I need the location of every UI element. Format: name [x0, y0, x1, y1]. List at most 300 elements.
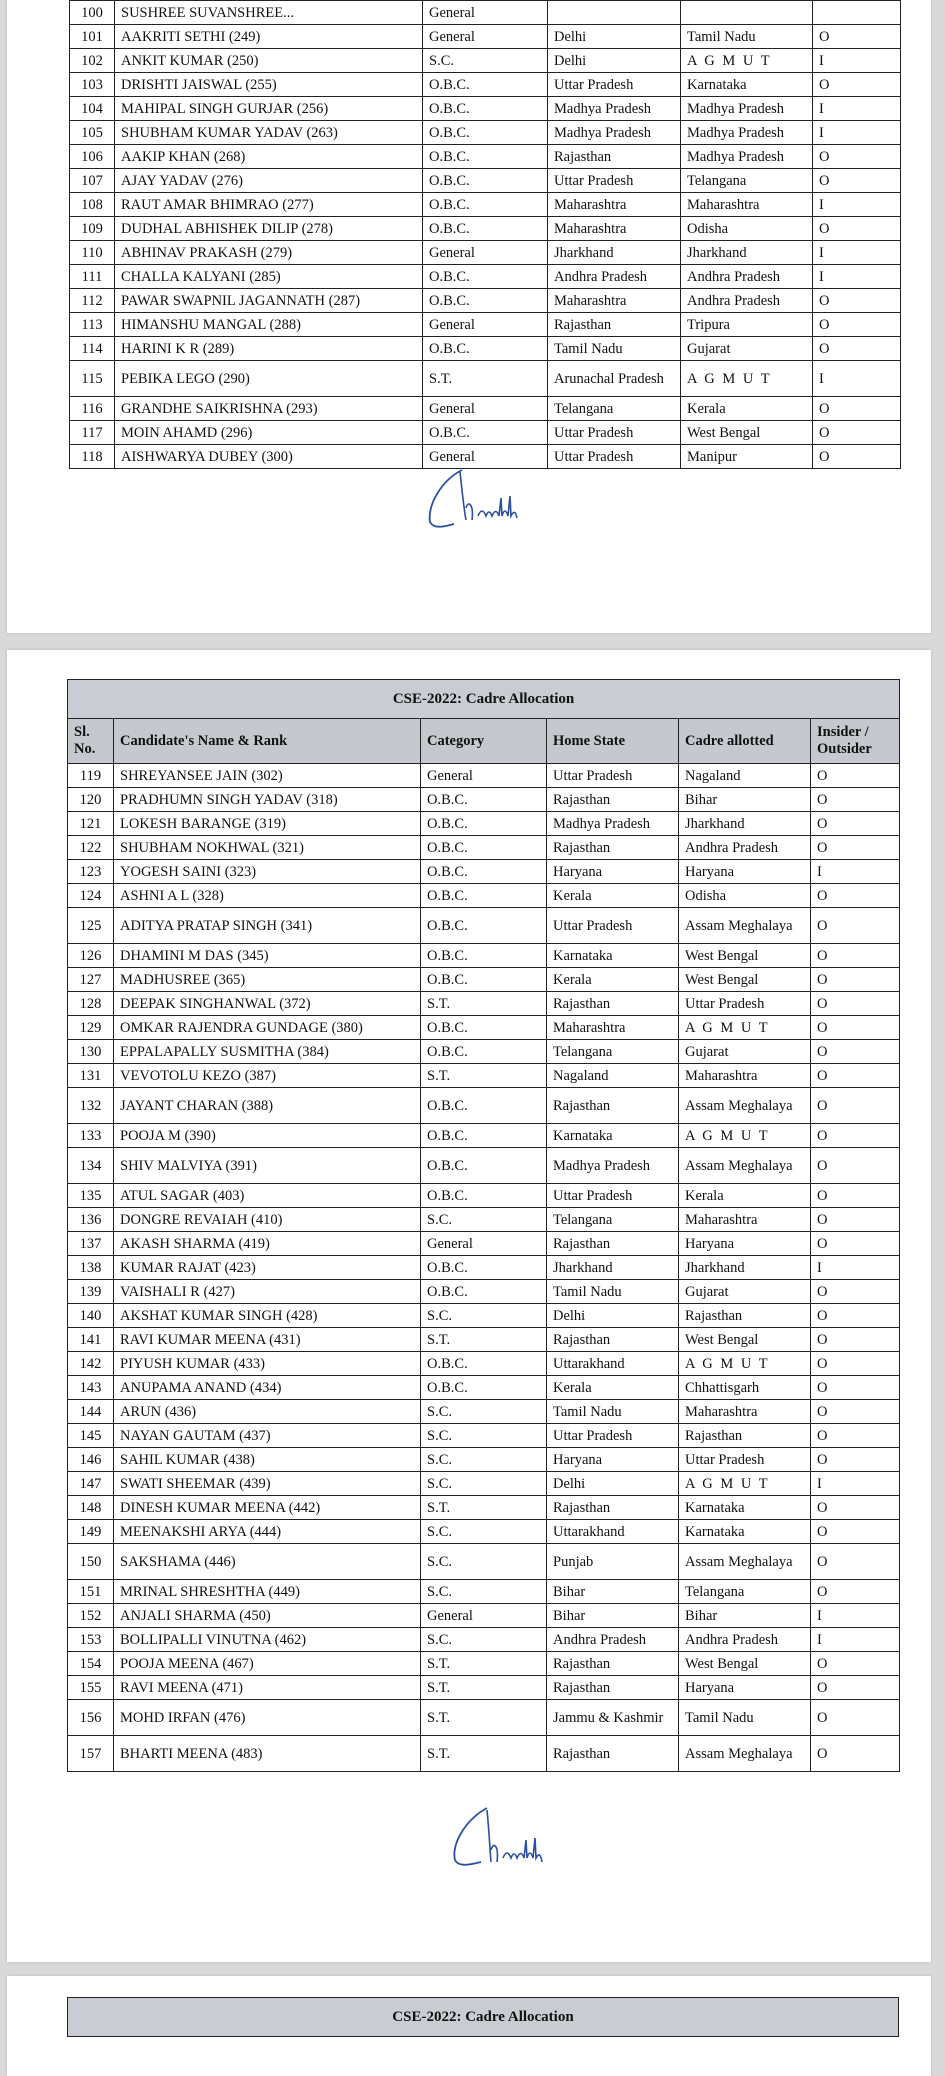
serial-number-cell: 118 [70, 445, 115, 469]
candidate-name-rank-cell: VAISHALI R (427) [114, 1280, 421, 1304]
candidate-name-rank-cell: RAUT AMAR BHIMRAO (277) [115, 193, 423, 217]
table-row [70, 337, 901, 361]
category-cell: O.B.C. [421, 836, 547, 860]
cadre-allotted-cell: Manipur [681, 445, 813, 469]
home-state-cell: Tamil Nadu [548, 337, 681, 361]
insider-outsider-cell: O [811, 1448, 900, 1472]
cadre-allotted-cell: Assam Meghalaya [679, 1736, 811, 1772]
cadre-allotted-cell: Andhra Pradesh [679, 1628, 811, 1652]
home-state-cell: Haryana [547, 1448, 679, 1472]
serial-number-cell: 126 [68, 944, 114, 968]
category-cell: S.C. [421, 1628, 547, 1652]
table-title: CSE-2022: Cadre Allocation [68, 1998, 899, 2037]
table-row [68, 968, 900, 992]
serial-number-cell: 112 [70, 289, 115, 313]
insider-outsider-cell: O [811, 1124, 900, 1148]
table-row [68, 1700, 900, 1736]
candidate-name-rank-cell: ANJALI SHARMA (450) [114, 1604, 421, 1628]
cadre-allotted-cell: Chhattisgarh [679, 1376, 811, 1400]
cadre-allotted-cell: A G M U T [679, 1124, 811, 1148]
cadre-allotted-cell: West Bengal [679, 1328, 811, 1352]
category-cell: O.B.C. [421, 968, 547, 992]
insider-outsider-cell: O [811, 764, 900, 788]
candidate-name-rank-cell: BHARTI MEENA (483) [114, 1736, 421, 1772]
partial-cell [548, 1, 681, 25]
cadre-allotted-cell: Tamil Nadu [681, 25, 813, 49]
home-state-cell: Rajasthan [547, 1088, 679, 1124]
candidate-name-rank-cell: SHUBHAM KUMAR YADAV (263) [115, 121, 423, 145]
home-state-cell: Jammu & Kashmir [547, 1700, 679, 1736]
insider-outsider-cell: I [811, 1604, 900, 1628]
candidate-name-rank-cell: VEVOTOLU KEZO (387) [114, 1064, 421, 1088]
category-cell: O.B.C. [421, 1376, 547, 1400]
insider-outsider-cell: I [811, 860, 900, 884]
serial-number-cell: 102 [70, 49, 115, 73]
serial-number-cell: 109 [70, 217, 115, 241]
insider-outsider-cell: O [813, 73, 901, 97]
home-state-cell: Rajasthan [547, 992, 679, 1016]
serial-number-cell: 115 [70, 361, 115, 397]
category-cell: S.T. [421, 992, 547, 1016]
home-state-cell: Tamil Nadu [547, 1280, 679, 1304]
serial-number-cell: 155 [68, 1676, 114, 1700]
table-row [68, 1448, 900, 1472]
insider-outsider-cell: O [811, 836, 900, 860]
candidate-name-rank-cell: SHUBHAM NOKHWAL (321) [114, 836, 421, 860]
table-row [68, 1676, 900, 1700]
cadre-allotted-cell: Telangana [681, 169, 813, 193]
home-state-cell: Jharkhand [548, 241, 681, 265]
insider-outsider-cell: O [813, 145, 901, 169]
cadre-allotted-cell: West Bengal [679, 944, 811, 968]
cadre-allotted-cell: Bihar [679, 788, 811, 812]
candidate-name-rank-cell: POOJA MEENA (467) [114, 1652, 421, 1676]
table-row [70, 97, 901, 121]
table-row [70, 121, 901, 145]
category-cell: O.B.C. [423, 193, 548, 217]
home-state-cell: Madhya Pradesh [547, 1148, 679, 1184]
home-state-cell: Uttar Pradesh [547, 764, 679, 788]
serial-number-cell: 108 [70, 193, 115, 217]
table-row [68, 1496, 900, 1520]
table-row-partial [70, 1, 901, 25]
category-cell: O.B.C. [423, 145, 548, 169]
cadre-allotted-cell: Madhya Pradesh [681, 121, 813, 145]
home-state-cell: Kerala [547, 968, 679, 992]
cadre-allotted-cell: A G M U T [681, 49, 813, 73]
table-row [70, 217, 901, 241]
candidate-name-rank-cell: HIMANSHU MANGAL (288) [115, 313, 423, 337]
candidate-name-rank-cell: ANUPAMA ANAND (434) [114, 1376, 421, 1400]
serial-number-cell: 124 [68, 884, 114, 908]
home-state-cell: Uttar Pradesh [548, 169, 681, 193]
insider-outsider-cell: O [811, 1304, 900, 1328]
serial-number-cell: 135 [68, 1184, 114, 1208]
cadre-allotted-cell: Madhya Pradesh [681, 97, 813, 121]
category-cell: General [423, 445, 548, 469]
insider-outsider-cell: O [811, 1328, 900, 1352]
home-state-cell: Rajasthan [548, 145, 681, 169]
cadre-allotted-cell: West Bengal [679, 1652, 811, 1676]
serial-number-cell: 132 [68, 1088, 114, 1124]
home-state-cell: Maharashtra [548, 193, 681, 217]
cadre-allotted-cell: Maharashtra [679, 1208, 811, 1232]
category-cell: S.C. [421, 1520, 547, 1544]
home-state-cell: Maharashtra [547, 1016, 679, 1040]
table-row [68, 944, 900, 968]
candidate-name-rank-cell: LOKESH BARANGE (319) [114, 812, 421, 836]
partial-cell: General [423, 1, 548, 25]
serial-number-cell: 105 [70, 121, 115, 145]
home-state-cell: Rajasthan [547, 1328, 679, 1352]
insider-outsider-cell: O [811, 1736, 900, 1772]
category-cell: O.B.C. [421, 860, 547, 884]
home-state-cell: Haryana [547, 860, 679, 884]
category-cell: O.B.C. [421, 1148, 547, 1184]
cadre-allotted-cell: Nagaland [679, 764, 811, 788]
table-row [70, 73, 901, 97]
candidate-name-rank-cell: CHALLA KALYANI (285) [115, 265, 423, 289]
table-row [70, 145, 901, 169]
category-cell: O.B.C. [421, 788, 547, 812]
serial-number-cell: 113 [70, 313, 115, 337]
candidate-name-rank-cell: RAVI MEENA (471) [114, 1676, 421, 1700]
insider-outsider-cell: O [811, 1208, 900, 1232]
cadre-allotted-cell: Uttar Pradesh [679, 992, 811, 1016]
category-cell: S.T. [421, 1328, 547, 1352]
cadre-allotted-cell: Karnataka [681, 73, 813, 97]
candidate-name-rank-cell: ARUN (436) [114, 1400, 421, 1424]
insider-outsider-cell: I [813, 97, 901, 121]
insider-outsider-cell: O [811, 1544, 900, 1580]
candidate-name-rank-cell: PIYUSH KUMAR (433) [114, 1352, 421, 1376]
insider-outsider-cell: O [811, 1040, 900, 1064]
insider-outsider-cell: O [811, 1148, 900, 1184]
category-cell: O.B.C. [421, 1040, 547, 1064]
home-state-cell: Punjab [547, 1544, 679, 1580]
home-state-cell: Madhya Pradesh [548, 97, 681, 121]
category-cell: General [421, 1232, 547, 1256]
candidate-name-rank-cell: AJAY YADAV (276) [115, 169, 423, 193]
home-state-cell: Rajasthan [547, 1232, 679, 1256]
serial-number-cell: 137 [68, 1232, 114, 1256]
cadre-allotted-cell: Assam Meghalaya [679, 908, 811, 944]
serial-number-cell: 140 [68, 1304, 114, 1328]
insider-outsider-cell: O [811, 1376, 900, 1400]
serial-number-cell: 153 [68, 1628, 114, 1652]
table-row [68, 1232, 900, 1256]
serial-number-cell: 148 [68, 1496, 114, 1520]
insider-outsider-cell: O [813, 289, 901, 313]
column-header-category: Category [421, 719, 547, 764]
column-header-home-state: Home State [547, 719, 679, 764]
cadre-allotted-cell: West Bengal [679, 968, 811, 992]
partial-cell [681, 1, 813, 25]
cadre-allotted-cell: West Bengal [681, 421, 813, 445]
category-cell: S.C. [421, 1580, 547, 1604]
category-cell: O.B.C. [423, 289, 548, 313]
home-state-cell: Rajasthan [548, 313, 681, 337]
candidate-name-rank-cell: ASHNI A L (328) [114, 884, 421, 908]
candidate-name-rank-cell: MEENAKSHI ARYA (444) [114, 1520, 421, 1544]
category-cell: O.B.C. [421, 1016, 547, 1040]
serial-number-cell: 157 [68, 1736, 114, 1772]
serial-number-cell: 122 [68, 836, 114, 860]
candidate-name-rank-cell: MAHIPAL SINGH GURJAR (256) [115, 97, 423, 121]
table-row [68, 1472, 900, 1496]
insider-outsider-cell: I [813, 361, 901, 397]
cadre-allotted-cell: Andhra Pradesh [681, 289, 813, 313]
cadre-allotted-cell: Gujarat [679, 1280, 811, 1304]
candidate-name-rank-cell: ABHINAV PRAKASH (279) [115, 241, 423, 265]
home-state-cell: Uttar Pradesh [548, 73, 681, 97]
cadre-table-page-2 [67, 679, 900, 1772]
category-cell: S.T. [423, 361, 548, 397]
home-state-cell: Kerala [547, 1376, 679, 1400]
candidate-name-rank-cell: ANKIT KUMAR (250) [115, 49, 423, 73]
cadre-table-page-1 [69, 0, 901, 469]
home-state-cell: Bihar [547, 1604, 679, 1628]
document-page-1 [7, 0, 931, 633]
signature-image [422, 460, 602, 540]
serial-number-cell: 145 [68, 1424, 114, 1448]
serial-number-cell: 134 [68, 1148, 114, 1184]
category-cell: O.B.C. [423, 337, 548, 361]
insider-outsider-cell: O [811, 788, 900, 812]
table-row [68, 1424, 900, 1448]
home-state-cell: Rajasthan [547, 788, 679, 812]
home-state-cell: Jharkhand [547, 1256, 679, 1280]
column-header-insider-outsider: Insider / Outsider [811, 719, 900, 764]
candidate-name-rank-cell: MOHD IRFAN (476) [114, 1700, 421, 1736]
insider-outsider-cell: O [811, 1520, 900, 1544]
table-row [70, 169, 901, 193]
table-row [70, 25, 901, 49]
cadre-allotted-cell: Karnataka [679, 1496, 811, 1520]
insider-outsider-cell: O [811, 1496, 900, 1520]
serial-number-cell: 141 [68, 1328, 114, 1352]
insider-outsider-cell: I [813, 265, 901, 289]
category-cell: O.B.C. [423, 169, 548, 193]
candidate-name-rank-cell: SHREYANSEE JAIN (302) [114, 764, 421, 788]
table-row [70, 313, 901, 337]
category-cell: S.C. [421, 1424, 547, 1448]
home-state-cell: Maharashtra [548, 289, 681, 313]
serial-number-cell: 139 [68, 1280, 114, 1304]
category-cell: S.T. [421, 1652, 547, 1676]
cadre-allotted-cell: Karnataka [679, 1520, 811, 1544]
serial-number-cell: 146 [68, 1448, 114, 1472]
table-row [68, 1208, 900, 1232]
serial-number-cell: 133 [68, 1124, 114, 1148]
table-row [68, 1124, 900, 1148]
candidate-name-rank-cell: KUMAR RAJAT (423) [114, 1256, 421, 1280]
home-state-cell: Uttar Pradesh [547, 1424, 679, 1448]
cadre-allotted-cell: Maharashtra [679, 1400, 811, 1424]
cadre-table-page-3 [67, 1997, 899, 2037]
candidate-name-rank-cell: DHAMINI M DAS (345) [114, 944, 421, 968]
candidate-name-rank-cell: DUDHAL ABHISHEK DILIP (278) [115, 217, 423, 241]
category-cell: O.B.C. [423, 97, 548, 121]
table-row [68, 1256, 900, 1280]
table-row [68, 1352, 900, 1376]
candidate-name-rank-cell: ADITYA PRATAP SINGH (341) [114, 908, 421, 944]
table-row [68, 1376, 900, 1400]
cadre-allotted-cell: Odisha [681, 217, 813, 241]
insider-outsider-cell: O [811, 944, 900, 968]
candidate-name-rank-cell: AKSHAT KUMAR SINGH (428) [114, 1304, 421, 1328]
home-state-cell: Arunachal Pradesh [548, 361, 681, 397]
home-state-cell: Madhya Pradesh [548, 121, 681, 145]
home-state-cell: Delhi [548, 25, 681, 49]
table-row [68, 884, 900, 908]
candidate-name-rank-cell: HARINI K R (289) [115, 337, 423, 361]
cadre-allotted-cell: Gujarat [679, 1040, 811, 1064]
table-row [68, 1628, 900, 1652]
candidate-name-rank-cell: MOIN AHAMD (296) [115, 421, 423, 445]
insider-outsider-cell: O [811, 908, 900, 944]
category-cell: O.B.C. [421, 812, 547, 836]
insider-outsider-cell: O [813, 169, 901, 193]
category-cell: General [423, 25, 548, 49]
candidate-name-rank-cell: MADHUSREE (365) [114, 968, 421, 992]
serial-number-cell: 101 [70, 25, 115, 49]
table-row [68, 1400, 900, 1424]
candidate-name-rank-cell: DRISHTI JAISWAL (255) [115, 73, 423, 97]
insider-outsider-cell: O [813, 313, 901, 337]
category-cell: O.B.C. [421, 1280, 547, 1304]
candidate-name-rank-cell: YOGESH SAINI (323) [114, 860, 421, 884]
table-row [68, 1148, 900, 1184]
insider-outsider-cell: O [811, 884, 900, 908]
serial-number-cell: 127 [68, 968, 114, 992]
cadre-allotted-cell: Maharashtra [681, 193, 813, 217]
insider-outsider-cell: I [813, 193, 901, 217]
insider-outsider-cell: I [813, 121, 901, 145]
insider-outsider-cell: O [811, 1088, 900, 1124]
category-cell: O.B.C. [423, 217, 548, 241]
home-state-cell: Uttar Pradesh [548, 421, 681, 445]
cadre-allotted-cell: Assam Meghalaya [679, 1088, 811, 1124]
cadre-allotted-cell: Bihar [679, 1604, 811, 1628]
category-cell: O.B.C. [423, 121, 548, 145]
home-state-cell: Maharashtra [548, 217, 681, 241]
partial-cell: 100 [70, 1, 115, 25]
home-state-cell: Rajasthan [547, 1652, 679, 1676]
candidate-name-rank-cell: SAKSHAMA (446) [114, 1544, 421, 1580]
category-cell: S.C. [421, 1304, 547, 1328]
serial-number-cell: 114 [70, 337, 115, 361]
table-row [68, 1040, 900, 1064]
candidate-name-rank-cell: MRINAL SHRESHTHA (449) [114, 1580, 421, 1604]
home-state-cell: Rajasthan [547, 1676, 679, 1700]
table-row [68, 1736, 900, 1772]
home-state-cell: Delhi [547, 1304, 679, 1328]
table-row [68, 992, 900, 1016]
insider-outsider-cell: I [811, 1472, 900, 1496]
candidate-name-rank-cell: AAKIP KHAN (268) [115, 145, 423, 169]
home-state-cell: Kerala [547, 884, 679, 908]
table-row [68, 1016, 900, 1040]
table-row [70, 49, 901, 73]
insider-outsider-cell: O [811, 1424, 900, 1448]
category-cell: S.T. [421, 1700, 547, 1736]
serial-number-cell: 125 [68, 908, 114, 944]
insider-outsider-cell: I [811, 1628, 900, 1652]
table-row [70, 265, 901, 289]
table-row [68, 1328, 900, 1352]
cadre-allotted-cell: Telangana [679, 1580, 811, 1604]
cadre-allotted-cell: Odisha [679, 884, 811, 908]
insider-outsider-cell: O [811, 1580, 900, 1604]
serial-number-cell: 116 [70, 397, 115, 421]
home-state-cell: Telangana [547, 1208, 679, 1232]
cadre-allotted-cell: Rajasthan [679, 1424, 811, 1448]
document-page-3 [7, 1976, 931, 2076]
home-state-cell: Telangana [548, 397, 681, 421]
insider-outsider-cell: O [811, 1652, 900, 1676]
home-state-cell: Uttar Pradesh [547, 908, 679, 944]
serial-number-cell: 130 [68, 1040, 114, 1064]
serial-number-cell: 111 [70, 265, 115, 289]
candidate-name-rank-cell: BOLLIPALLI VINUTNA (462) [114, 1628, 421, 1652]
home-state-cell: Uttar Pradesh [547, 1184, 679, 1208]
serial-number-cell: 110 [70, 241, 115, 265]
column-header-sl-no: Sl. No. [68, 719, 114, 764]
candidate-name-rank-cell: AKASH SHARMA (419) [114, 1232, 421, 1256]
home-state-cell: Nagaland [547, 1064, 679, 1088]
category-cell: S.C. [421, 1472, 547, 1496]
column-header-cadre-allotted: Cadre allotted [679, 719, 811, 764]
candidate-name-rank-cell: DEEPAK SINGHANWAL (372) [114, 992, 421, 1016]
serial-number-cell: 121 [68, 812, 114, 836]
cadre-allotted-cell: Andhra Pradesh [681, 265, 813, 289]
document-page-2 [7, 650, 931, 1962]
category-cell: O.B.C. [423, 421, 548, 445]
insider-outsider-cell: I [813, 241, 901, 265]
home-state-cell: Delhi [548, 49, 681, 73]
table-row [68, 860, 900, 884]
table-row [68, 908, 900, 944]
cadre-allotted-cell: Gujarat [681, 337, 813, 361]
table-row [68, 1304, 900, 1328]
category-cell: O.B.C. [423, 73, 548, 97]
serial-number-cell: 143 [68, 1376, 114, 1400]
cadre-allotted-cell: Rajasthan [679, 1304, 811, 1328]
insider-outsider-cell: O [813, 25, 901, 49]
category-cell: S.C. [423, 49, 548, 73]
serial-number-cell: 131 [68, 1064, 114, 1088]
cadre-allotted-cell: Tamil Nadu [679, 1700, 811, 1736]
table-row [70, 241, 901, 265]
candidate-name-rank-cell: DINESH KUMAR MEENA (442) [114, 1496, 421, 1520]
insider-outsider-cell: O [813, 445, 901, 469]
category-cell: S.C. [421, 1400, 547, 1424]
partial-cell: SUSHREE SUVANSHREE... [115, 1, 423, 25]
home-state-cell: Rajasthan [547, 836, 679, 860]
category-cell: O.B.C. [421, 1088, 547, 1124]
home-state-cell: Rajasthan [547, 1736, 679, 1772]
serial-number-cell: 136 [68, 1208, 114, 1232]
category-cell: General [421, 1604, 547, 1628]
insider-outsider-cell: O [811, 1184, 900, 1208]
category-cell: S.C. [421, 1208, 547, 1232]
table-row [68, 1280, 900, 1304]
category-cell: S.T. [421, 1496, 547, 1520]
home-state-cell: Uttar Pradesh [548, 445, 681, 469]
candidate-name-rank-cell: RAVI KUMAR MEENA (431) [114, 1328, 421, 1352]
home-state-cell: Uttarakhand [547, 1352, 679, 1376]
